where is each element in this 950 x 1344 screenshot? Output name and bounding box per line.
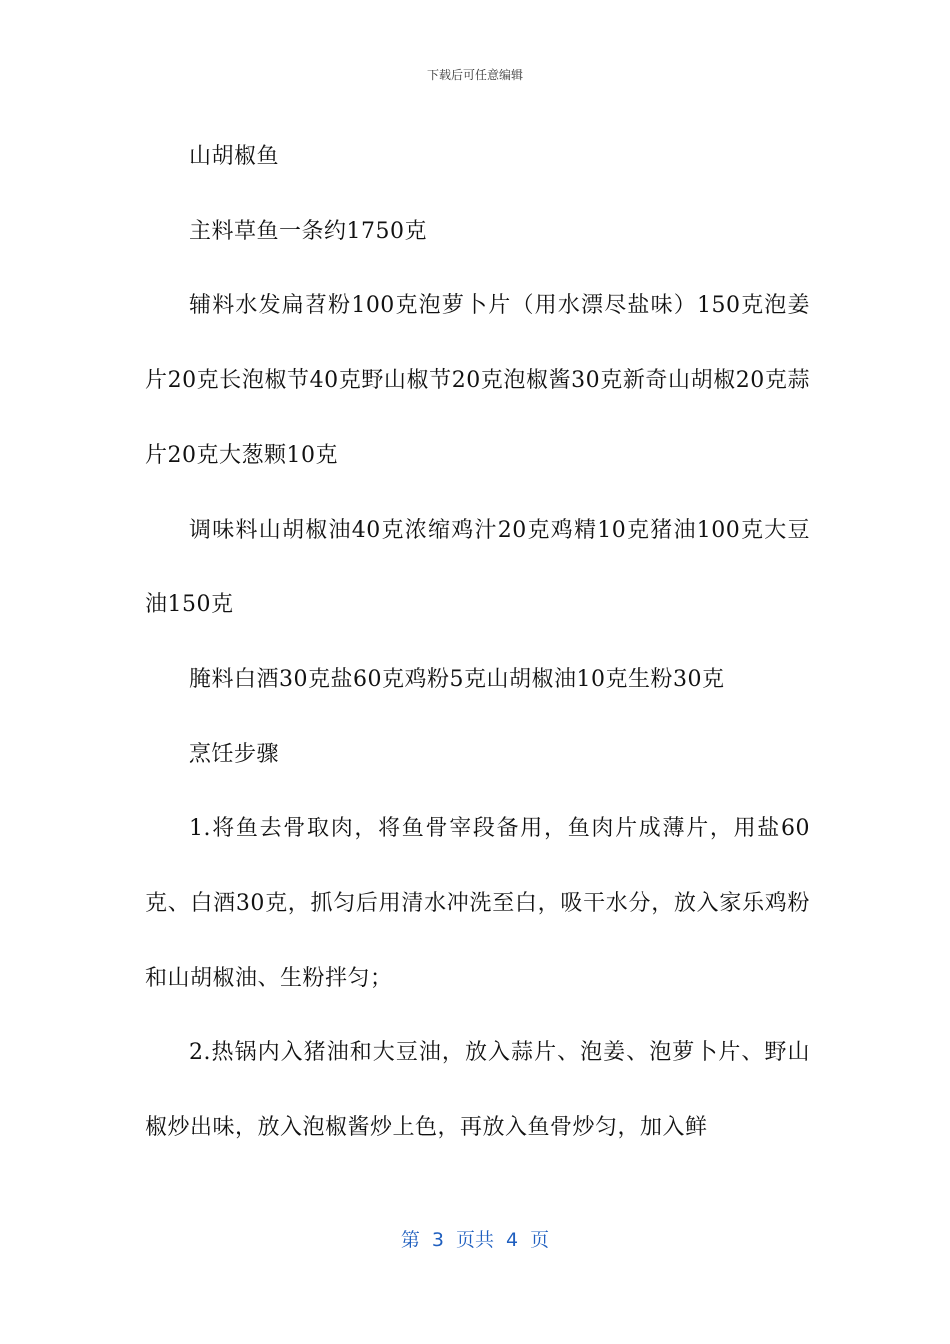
step-2: 2.热锅内入猪油和大豆油，放入蒜片、泡姜、泡萝卜片、野山椒炒出味，放入泡椒酱炒上色，再放入鱼骨炒匀，加入鲜 — [145, 1040, 810, 1141]
footer-label-ye-gong: 页共 — [455, 1229, 494, 1251]
footer-current-page: 3 — [431, 1229, 444, 1251]
side-ingredients: 辅料水发扁苕粉100克泡萝卜片（用水漂尽盐味）150克泡姜片20克长泡椒节40克野山椒节20克泡椒酱30克新奇山胡椒20克蒜片20克大葱颗10克 — [145, 293, 810, 468]
seasonings: 调味料山胡椒油40克浓缩鸡汁20克鸡精10克猪油100克大豆油150克 — [145, 517, 810, 618]
recipe-title: 山胡椒鱼 — [189, 144, 280, 169]
footer-total-pages: 4 — [506, 1229, 519, 1251]
footer-label-ye: 页 — [530, 1229, 550, 1251]
steps-heading: 烹饪步骤 — [189, 741, 280, 767]
footer-label-di: 第 — [400, 1229, 420, 1251]
step-1: 1.将鱼去骨取肉，将鱼骨宰段备用，鱼肉片成薄片，用盐60克、白酒30克，抓匀后用清水冲洗至白，吸干水分，放入家乐鸡粉和山胡椒油、生粉拌匀； — [145, 816, 810, 991]
marinade: 腌料白酒30克盐60克鸡粉5克山胡椒油10克生粉30克 — [189, 666, 725, 692]
document-body — [145, 120, 810, 1166]
main-ingredients: 主料草鱼一条约1750克 — [189, 218, 427, 244]
page-footer — [0, 1225, 950, 1252]
page-header: 下载后可任意编辑 — [426, 68, 523, 82]
